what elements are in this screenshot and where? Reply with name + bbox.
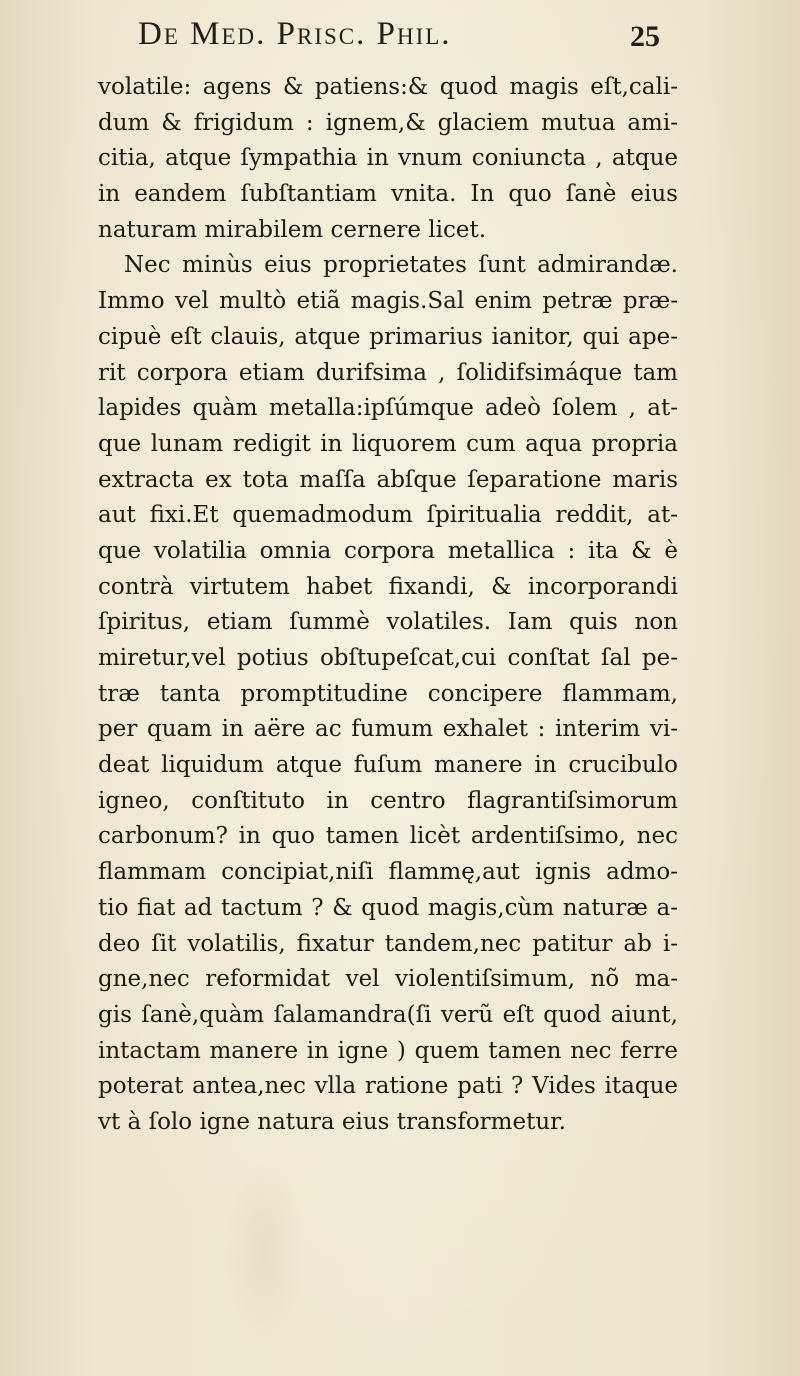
text-line: deo ſit volatilis, fixatur tandem,nec patitur ab i- (98, 930, 678, 957)
text-line: carbonum? in quo tamen licèt ardentiſsimo, nec (98, 823, 678, 850)
text-line: extracta ex tota maſſa abſque ſeparatione maris (98, 466, 678, 493)
text-line: contrà virtutem habet fixandi, & incorporandi (98, 573, 678, 600)
paper-stain (225, 1160, 305, 1340)
text-line: citia, atque ſympathia in vnum coniuncta , atque (98, 145, 678, 172)
text-line: Nec minùs eius proprietates ſunt admirandæ. (124, 252, 678, 279)
text-line: intactam manere in igne ) quem tamen nec ferre (98, 1037, 678, 1064)
text-line: in eandem ſubſtantiam vnita. In quo ſanè eius (98, 181, 678, 208)
text-line: tio fiat ad tactum ? & quod magis,cùm naturæ a- (98, 894, 678, 921)
text-line: Immo vel multò etiã magis.Sal enim petræ præ- (98, 288, 678, 315)
text-line: dum & frigidum : ignem,& glaciem mutua ami- (98, 109, 678, 136)
text-line: træ tanta promptitudine concipere flammam, (98, 680, 678, 707)
text-line: gis ſanè,quàm ſalamandra(ſi verũ eſt quod aiunt, (98, 1001, 678, 1028)
text-line: igneo, conſtituto in centro flagrantiſsimorum (98, 787, 678, 814)
text-line: ſpiritus, etiam ſummè volatiles. Iam quis non (98, 609, 678, 636)
text-line: que volatilia omnia corpora metallica : ita & è (98, 537, 678, 564)
text-line: que lunam redigit in liquorem cum aqua propria (98, 430, 678, 457)
text-line: lapides quàm metalla:ipſúmque adeò ſolem , at- (98, 395, 678, 422)
text-line: naturam mirabilem cernere licet. (98, 216, 487, 243)
text-line: aut fixi.Et quemadmodum ſpiritualia reddit, at- (98, 502, 678, 529)
page-header (0, 10, 800, 56)
text-line: volatile: agens & patiens:& quod magis eſt,cali- (98, 74, 678, 100)
text-line: gne,nec reformidat vel violentiſsimum, nõ ma- (98, 966, 678, 993)
text-line: flammam concipiat,niſi flammę,aut ignis admo- (98, 859, 678, 886)
text-line: per quam in aëre ac fumum exhalet : interim vi- (98, 716, 678, 743)
text-line: rit corpora etiam durifsima , ſolidifsimáque tam (98, 359, 678, 386)
text-line: deat liquidum atque fuſum manere in crucibulo (98, 752, 678, 779)
text-line: vt à ſolo igne natura eius transformetur. (98, 1108, 566, 1135)
text-line: cipuè eſt clauis, atque primarius ianitor, qui ape- (98, 323, 678, 350)
body-text (98, 70, 678, 1141)
page-number: 25 (630, 20, 660, 53)
running-title: De Med. Prisc. Phil. (138, 16, 452, 52)
text-line: poterat antea,nec vlla ratione pati ? Vides itaque (98, 1073, 678, 1100)
text-line: miretur,vel potius obſtupeſcat,cui conſtat ſal pe- (98, 645, 678, 671)
